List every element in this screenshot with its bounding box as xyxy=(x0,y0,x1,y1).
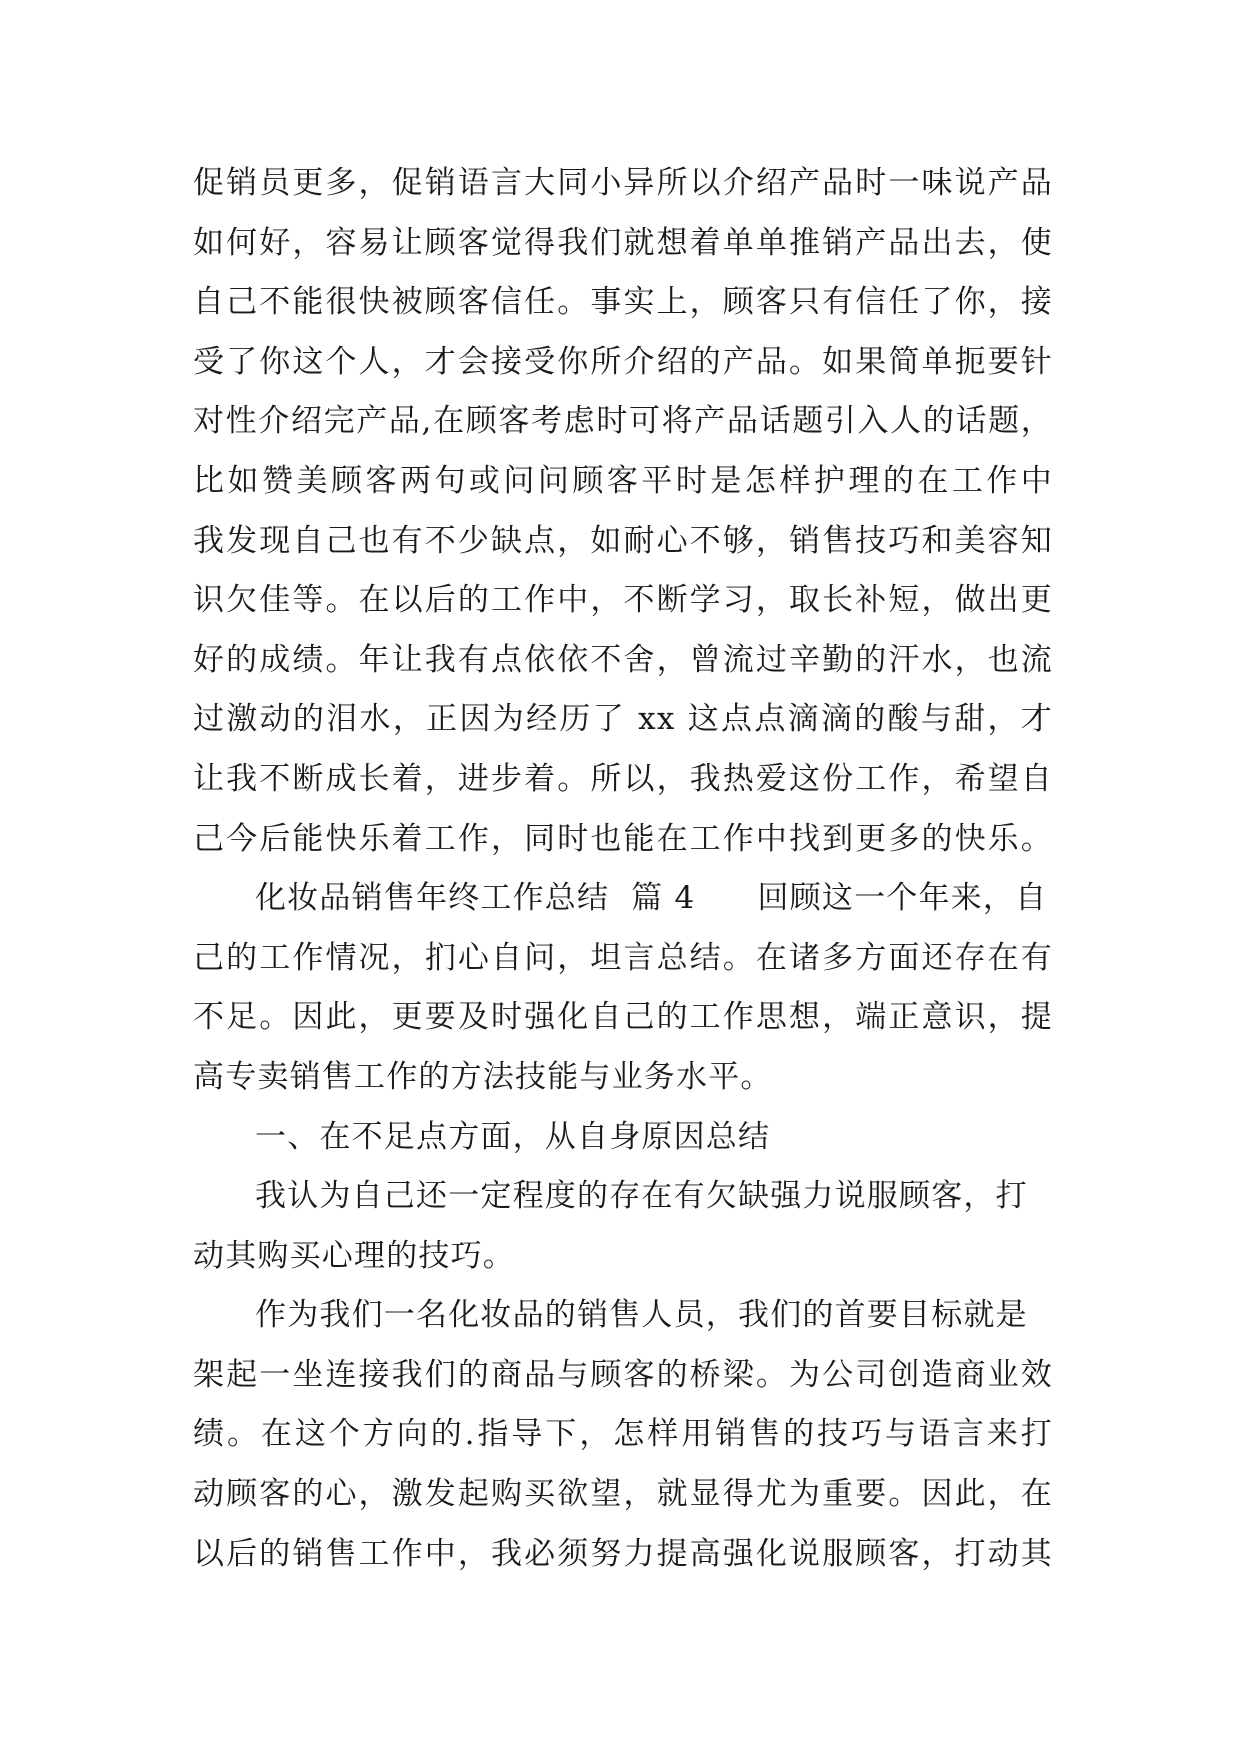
text-line: 如何好，容易让顾客觉得我们就想着单单推销产品出去，使 xyxy=(193,224,1053,261)
document-body xyxy=(193,154,1053,1584)
text-line: 高专卖销售工作的方法技能与业务水平。 xyxy=(193,1058,773,1095)
text-line: 动其购买心理的技巧。 xyxy=(193,1237,515,1274)
section-heading-line xyxy=(193,869,1053,929)
text-line: 好的成绩。年让我有点依依不舍，曾流过辛勤的汗水，也流 xyxy=(193,641,1053,678)
text-line: 自己不能很快被顾客信任。事实上，顾客只有信任了你，接 xyxy=(193,284,1053,321)
text-line: 促销员更多，促销语言大同小异所以介绍产品时一味说产品 xyxy=(193,165,1053,201)
text-line: 以后的销售工作中，我必须努力提高强化说服顾客，打动其 xyxy=(193,1535,1053,1572)
text-line: 不足。因此，更要及时强化自己的工作思想，端正意识，提 xyxy=(193,999,1053,1036)
text-line: 识欠佳等。在以后的工作中，不断学习，取长补短，做出更 xyxy=(193,582,1053,619)
text-line: 受了你这个人，才会接受你所介绍的产品。如果简单扼要针 xyxy=(193,343,1053,380)
subheading: 一、在不足点方面，从自身原因总结 xyxy=(255,1118,771,1155)
text-line: 让我不断成长着，进步着。所以，我热爱这份工作，希望自 xyxy=(193,760,1053,797)
text-line: 过激动的泪水，正因为经历了 xx 这点点滴滴的酸与甜，才 xyxy=(193,701,1053,738)
text-line: 绩。在这个方向的.指导下，怎样用销售的技巧与语言来打 xyxy=(193,1416,1053,1453)
text-line: 作为我们一名化妆品的销售人员，我们的首要目标就是 xyxy=(255,1297,1028,1334)
text-line: 己的工作情况，扪心自问，坦言总结。在诸多方面还存在有 xyxy=(193,939,1053,976)
text-line: 己今后能快乐着工作，同时也能在工作中找到更多的快乐。 xyxy=(193,820,1053,857)
text-line: 我发现自己也有不少缺点，如耐心不够，销售技巧和美容知 xyxy=(193,522,1053,559)
section-heading: 化妆品销售年终工作总结 篇 4 xyxy=(255,880,696,917)
text-line: 我认为自己还一定程度的存在有欠缺强力说服顾客，打 xyxy=(255,1178,1028,1215)
text-line: 比如赞美顾客两句或问问顾客平时是怎样护理的在工作中 xyxy=(193,462,1053,499)
text-line: 架起一坐连接我们的商品与顾客的桥梁。为公司创造商业效 xyxy=(193,1356,1053,1393)
section-first-text: 回顾这一个年来，自 xyxy=(757,880,1048,917)
text-line: 对性介绍完产品,在顾客考虑时可将产品话题引入人的话题， xyxy=(193,403,1053,440)
text-line: 动顾客的心，激发起购买欲望，就显得尤为重要。因此，在 xyxy=(193,1476,1053,1513)
